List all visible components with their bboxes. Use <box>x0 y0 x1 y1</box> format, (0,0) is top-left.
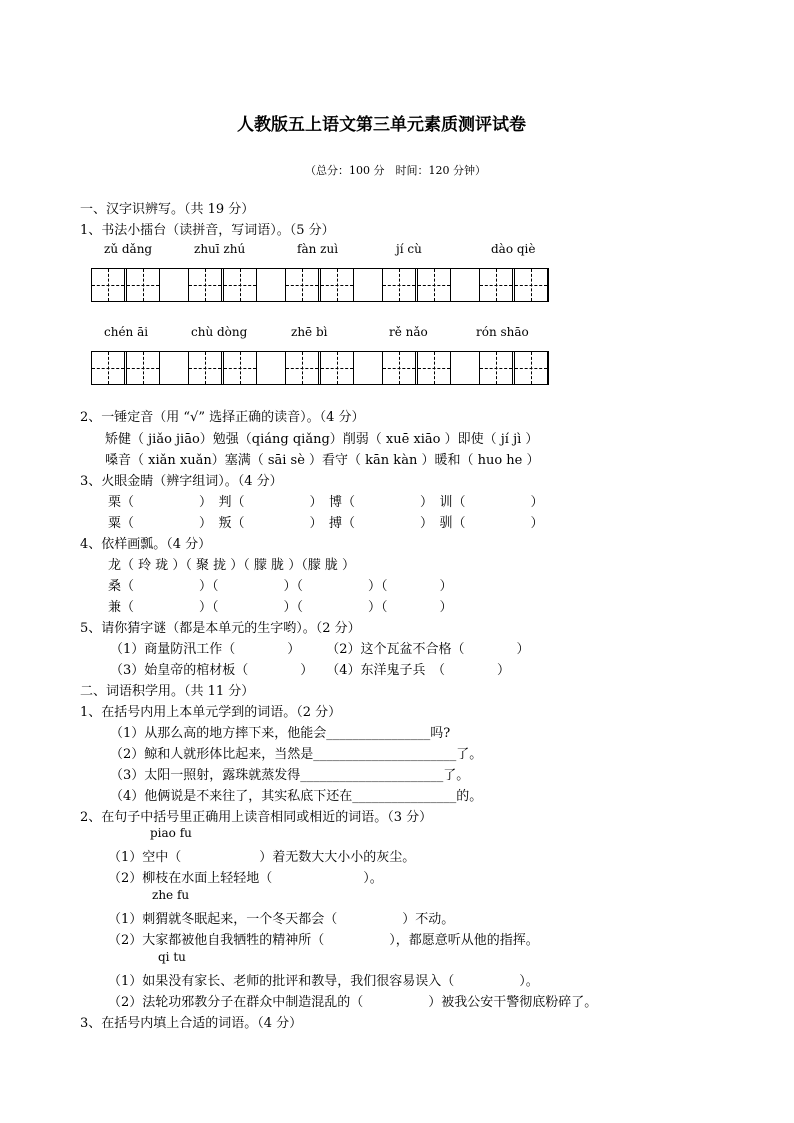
writing-box[interactable] <box>285 268 319 302</box>
s2-q2-line: （1）如果没有家长、老师的批评和教导，我们很容易误入（ ）。 <box>108 974 539 989</box>
s2-q2-line: （1）空中（ ）着无数大大小小的灰尘。 <box>108 850 416 865</box>
pinyin-label: chù dòng <box>191 325 248 339</box>
writing-box[interactable] <box>417 351 451 385</box>
writing-box[interactable] <box>285 351 319 385</box>
s2-q2-line: （2）法轮功邪教分子在群众中制造混乱的（ ）被我公安干警彻底粉碎了。 <box>108 995 598 1010</box>
s2-q1-line: （2）鲸和人就形体比起来，当然是______________________了。 <box>110 747 483 762</box>
q5-line: （1）商量防汛工作（ ） （2）这个瓦盆不合格（ ） <box>110 642 530 657</box>
q4-line: 龙（ 玲 珑 ）（ 聚 拢 ）（ 朦 胧 ）（朦 胧 ） <box>108 558 355 573</box>
q5-title: 5、请你猜字谜（都是本单元的生字哟）。（2 分） <box>80 621 361 636</box>
page-subtitle: （总分：100 分 时间：120 分钟） <box>305 164 486 177</box>
q4-line: 兼（ ）（ ）（ ）（ ） <box>108 600 453 615</box>
pinyin-label: rón shāo <box>476 325 529 339</box>
pinyin-label: fàn zuì <box>297 242 339 256</box>
s2-q1-title: 1、在括号内用上本单元学到的词语。（2 分） <box>80 705 342 720</box>
writing-box[interactable] <box>188 351 222 385</box>
s2-q1-line: （4）他俩说是不来往了，其实私底下还在________________的。 <box>110 789 483 804</box>
page-title: 人教版五上语文第三单元素质测评试卷 <box>237 115 526 135</box>
pinyin-label: piao fu <box>150 826 192 840</box>
section-2-heading: 二、词语积学用。（共 11 分） <box>80 684 255 699</box>
writing-box[interactable] <box>126 351 160 385</box>
pinyin-label: rě nǎo <box>389 325 428 339</box>
pinyin-label: zǔ dǎng <box>104 242 153 256</box>
writing-box[interactable] <box>382 268 416 302</box>
q4-title: 4、依样画瓢。（4 分） <box>80 537 212 552</box>
pinyin-label: qi tu <box>158 950 186 964</box>
q5-line: （3）始皇帝的棺材板（ ） （4）东洋鬼子兵 （ ） <box>110 663 511 678</box>
writing-box[interactable] <box>479 268 513 302</box>
q2-line: 嗓音（ xiǎn xuǎn）塞满（ sāi sè ）看守（ kān kàn ）暖和（ huo he ） <box>105 453 540 468</box>
q2-line: 矫健（ jiǎo jiāo）勉强（qiáng qiǎng）削弱（ xuē xiāo ）即使（ jí jì ） <box>105 432 539 447</box>
s2-q2-title: 2、在句子中括号里正确用上读音相同或相近的词语。（3 分） <box>80 810 433 825</box>
writing-box[interactable] <box>126 268 160 302</box>
writing-box[interactable] <box>188 268 222 302</box>
s2-q2-line: （1）刺猬就冬眠起来，一个冬天都会（ ）不动。 <box>108 912 455 927</box>
pinyin-label: chén āi <box>104 325 149 339</box>
writing-box[interactable] <box>382 351 416 385</box>
writing-box[interactable] <box>514 268 548 302</box>
pinyin-label: zhē bì <box>291 325 328 339</box>
s2-q1-line: （3）太阳一照射，露珠就蒸发得______________________了。 <box>110 768 470 783</box>
s2-q2-line: （2）大家都被他自我牺牲的精神所（ ），都愿意听从他的指挥。 <box>108 933 539 948</box>
pinyin-label: zhe fu <box>152 888 190 902</box>
pinyin-label: dào qiè <box>491 242 536 256</box>
s2-q1-line: （1）从那么高的地方摔下来，他能会________________吗? <box>110 726 451 741</box>
writing-box[interactable] <box>223 351 257 385</box>
s2-q3-title: 3、在括号内填上合适的词语。（4 分） <box>80 1016 303 1031</box>
s2-q2-line: （2）柳枝在水面上轻轻地（ ）。 <box>108 871 383 886</box>
writing-box[interactable] <box>514 351 548 385</box>
writing-box[interactable] <box>91 268 125 302</box>
q2-title: 2、一锤定音（用 “√” 选择正确的读音）。（4 分） <box>80 410 365 425</box>
q3-line: 粟（ ） 叛（ ） 搏（ ） 驯（ ） <box>108 516 544 531</box>
pinyin-label: zhuī zhú <box>194 242 246 256</box>
writing-box[interactable] <box>479 351 513 385</box>
writing-box[interactable] <box>91 351 125 385</box>
q1-title: 1、书法小擂台（读拼音，写词语）。（5 分） <box>80 223 335 238</box>
section-1-heading: 一、汉字识辨写。（共 19 分） <box>80 202 255 217</box>
writing-box[interactable] <box>223 268 257 302</box>
writing-box[interactable] <box>417 268 451 302</box>
q3-title: 3、火眼金睛（辨字组词）。（4 分） <box>80 474 283 489</box>
pinyin-label: jí cù <box>396 242 422 256</box>
writing-box[interactable] <box>320 268 354 302</box>
q4-line: 桑（ ）（ ）（ ）（ ） <box>108 579 453 594</box>
q3-line: 栗（ ） 判（ ） 博（ ） 训（ ） <box>108 495 544 510</box>
writing-box[interactable] <box>320 351 354 385</box>
